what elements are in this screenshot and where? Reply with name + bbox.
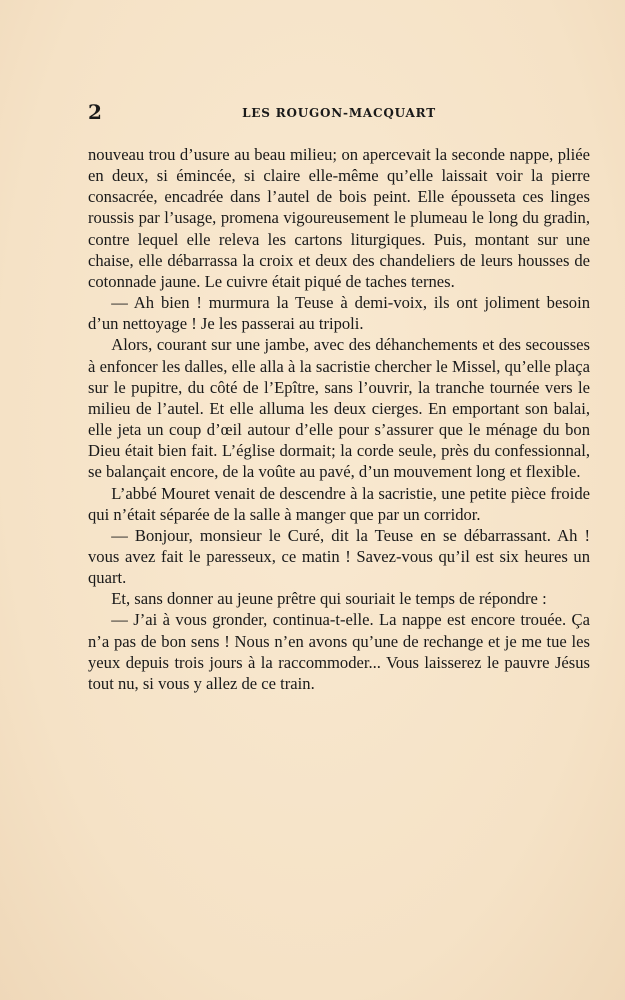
page-number: 2 — [88, 100, 102, 124]
paragraph: Alors, courant sur une jambe, avec des déhanchements et des secousses à enfoncer les dalles, elle alla à la sacristie chercher le Missel, qu’elle plaça sur le pupitre, du côté de l’Epître, sans l’ouvrir, la tranche tournée vers le milieu de l’autel. Et elle alluma les deux cierges. En emportant son balai, elle jeta un coup d’œil autour d’elle pour s’assurer que le ménage du bon Dieu était bien fait. L’église dormait; la corde seule, près du confessionnal, se balançait encore, de la voûte au pavé, d’un mouvement long et flexible. — [88, 335, 590, 482]
paragraph: — Ah bien ! murmura la Teuse à demi-voix, ils ont joliment besoin d’un nettoyage ! Je les passerai au tripoli. — [88, 293, 590, 334]
body-text — [88, 144, 590, 694]
paragraph: nouveau trou d’usure au beau milieu; on apercevait la seconde nappe, pliée en deux, si émincée, si claire elle-même qu’elle laissait voir la pierre consacrée, encadrée dans l’autel de bois peint. Elle épousseta ces linges roussis par l’usage, promena vigoureusement le plumeau le long du gradin, contre lequel elle releva les cartons liturgiques. Puis, montant sur une chaise, elle débarrassa la croix et deux des chandeliers de leurs housses de cotonnade jaune. Le cuivre était piqué de taches ternes. — [88, 145, 590, 291]
running-head: LES ROUGON-MACQUART — [242, 106, 436, 120]
paragraph: Et, sans donner au jeune prêtre qui souriait le temps de répondre : — [111, 589, 547, 609]
paragraph: L’abbé Mouret venait de descendre à la sacristie, une petite pièce froide qui n’était séparée de la salle à manger que par un corridor. — [88, 483, 590, 524]
paragraph: — Bonjour, monsieur le Curé, dit la Teuse en se débarrassant. Ah ! vous avez fait le paresseux, ce matin ! Savez-vous qu’il est six heures un quart. — [88, 525, 590, 588]
page-header — [88, 100, 590, 124]
paragraph: — J’ai à vous gronder, continua-t-elle. La nappe est encore trouée. Ça n’a pas de bon sens ! Nous n’en avons qu’une de rechange et je me tue les yeux depuis trois jours à la raccommoder... Vous laisserez le pauvre Jésus tout nu, si vous y allez de ce train. — [88, 610, 590, 693]
